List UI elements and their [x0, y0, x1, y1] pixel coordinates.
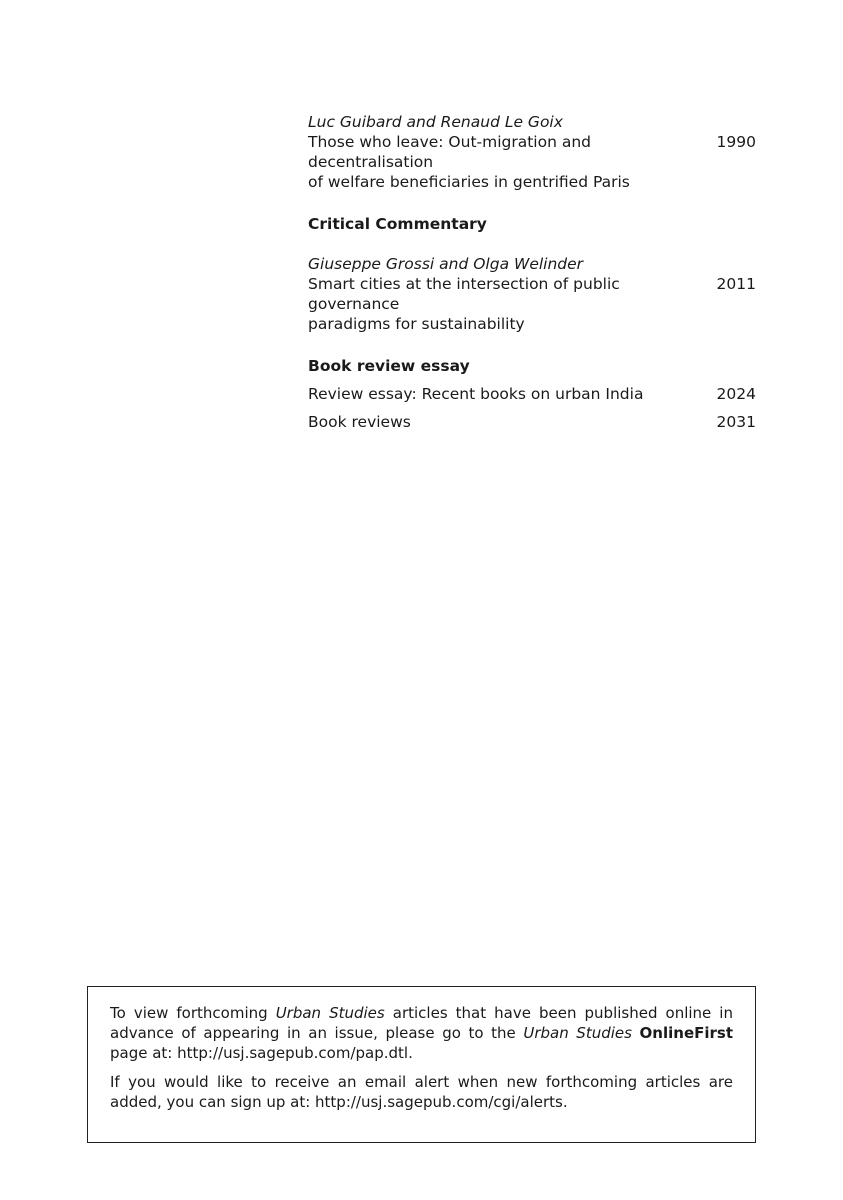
online-first-label: OnlineFirst — [639, 1024, 733, 1042]
toc-entry-authors: Luc Guibard and Renaud Le Goix — [308, 113, 563, 131]
toc-entry-text — [308, 254, 698, 334]
toc-entry-title: Review essay: Recent books on urban India — [308, 385, 644, 403]
toc-entry-title-line: Smart cities at the intersection of public governance — [308, 275, 620, 313]
toc-entry-book-reviews — [308, 412, 756, 432]
notice-text: articles that have been published online in advance of appearing in an issue, please go to the — [110, 1004, 733, 1042]
toc-entry-page-number: 1990 — [716, 133, 756, 151]
toc-entry-authors: Giuseppe Grossi and Olga Welinder — [308, 255, 584, 273]
online-first-notice-box — [87, 986, 756, 1143]
notice-paragraph-email-alert: If you would like to receive an email alert when new forthcoming articles are added, you can sign up at: http://usj.sagepub.com/cgi/alerts. — [110, 1073, 733, 1111]
table-of-contents — [308, 112, 756, 432]
notice-paragraph-online-first — [110, 1003, 733, 1063]
toc-entry-title-line: paradigms for sustainability — [308, 315, 525, 333]
toc-entry-guibard — [308, 112, 756, 192]
section-heading-critical-commentary: Critical Commentary — [308, 215, 487, 233]
notice-text — [632, 1024, 640, 1042]
toc-entry-title-line: of welfare beneficiaries in gentrified Paris — [308, 173, 630, 191]
toc-entry-page-number: 2024 — [716, 385, 756, 403]
section-heading-book-review-essay: Book review essay — [308, 357, 470, 375]
notice-text: page at: http://usj.sagepub.com/pap.dtl. — [110, 1044, 413, 1062]
toc-entry-text — [308, 112, 698, 192]
toc-entry-title: Book reviews — [308, 413, 411, 431]
toc-entry-review-essay — [308, 384, 756, 404]
journal-name: Urban Studies — [275, 1004, 385, 1022]
journal-name: Urban Studies — [523, 1024, 632, 1042]
toc-entry-grossi — [308, 254, 756, 334]
toc-entry-page-number: 2031 — [716, 413, 756, 431]
notice-text: To view forthcoming — [110, 1004, 276, 1022]
toc-entry-title-line: Those who leave: Out-migration and decentralisation — [308, 133, 592, 171]
toc-entry-page-number: 2011 — [716, 275, 756, 293]
